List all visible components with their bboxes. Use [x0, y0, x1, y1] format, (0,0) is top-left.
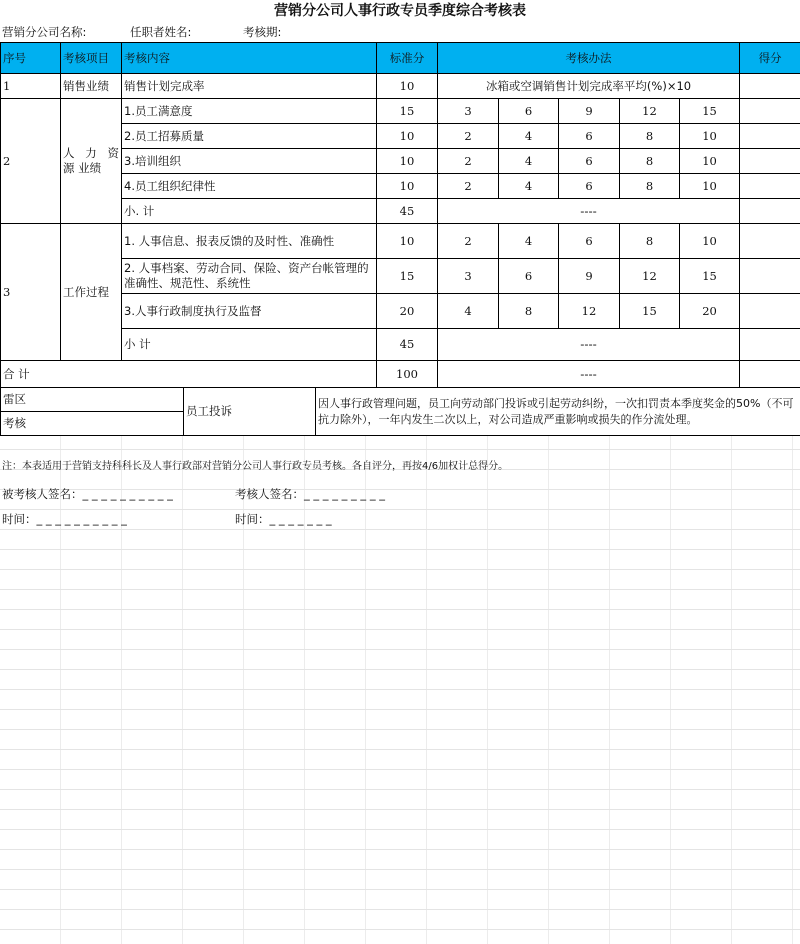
section3-row2-standard: 15 — [377, 259, 438, 294]
table-row — [1, 74, 800, 99]
section3-subtotal-method: ---- — [438, 329, 740, 361]
header-row — [1, 43, 800, 74]
score-cell[interactable] — [740, 199, 800, 224]
section2-subtotal-label: 小. 计 — [122, 199, 377, 224]
level-cell: 10 — [680, 224, 740, 259]
level-cell: 12 — [620, 99, 680, 124]
header-score: 得分 — [740, 43, 800, 74]
section3-row1-standard: 10 — [377, 224, 438, 259]
score-cell[interactable] — [740, 224, 800, 259]
penalty-label-bottom: 考核 — [1, 412, 184, 436]
level-cell: 10 — [680, 174, 740, 199]
section3-subtotal-label: 小 计 — [122, 329, 377, 361]
score-cell[interactable] — [740, 329, 800, 361]
header-content: 考核内容 — [122, 43, 377, 74]
table-row — [1, 224, 800, 259]
section2-row3-standard: 10 — [377, 149, 438, 174]
level-cell: 8 — [620, 224, 680, 259]
section2-row1-content: 1.员工满意度 — [122, 99, 377, 124]
score-cell[interactable] — [740, 294, 800, 329]
section3-item: 工作过程 — [61, 224, 122, 361]
score-cell[interactable] — [740, 124, 800, 149]
section1-no: 1 — [1, 74, 61, 99]
level-cell: 15 — [680, 259, 740, 294]
header-method: 考核办法 — [438, 43, 740, 74]
section2-row1-standard: 15 — [377, 99, 438, 124]
level-cell: 4 — [499, 149, 559, 174]
level-cell: 3 — [438, 259, 499, 294]
level-cell: 4 — [438, 294, 499, 329]
level-cell: 3 — [438, 99, 499, 124]
level-cell: 8 — [620, 149, 680, 174]
header-standard: 标准分 — [377, 43, 438, 74]
penalty-type: 员工投诉 — [184, 388, 316, 436]
section2-item: 人 力 资 源 业绩 — [61, 99, 122, 224]
info-bar — [0, 22, 800, 42]
level-cell: 9 — [559, 99, 620, 124]
section2-row2-content: 2.员工招募质量 — [122, 124, 377, 149]
section3-subtotal: 45 — [377, 329, 438, 361]
total-row — [1, 361, 800, 388]
section2-no: 2 — [1, 99, 61, 224]
section2-row4-content: 4.员工组织纪律性 — [122, 174, 377, 199]
section1-method: 冰箱或空调销售计划完成率平均(%)×10 — [438, 74, 740, 99]
score-cell[interactable] — [740, 361, 800, 388]
level-cell: 12 — [559, 294, 620, 329]
level-cell: 9 — [559, 259, 620, 294]
level-cell: 8 — [499, 294, 559, 329]
section3-row3-standard: 20 — [377, 294, 438, 329]
score-cell[interactable] — [740, 174, 800, 199]
level-cell: 15 — [680, 99, 740, 124]
reviewee-time[interactable]: 时间：_ _ _ _ _ _ _ _ _ _ — [2, 512, 127, 526]
level-cell: 2 — [438, 224, 499, 259]
score-cell[interactable] — [740, 74, 800, 99]
section2-row2-standard: 10 — [377, 124, 438, 149]
section2-row4-standard: 10 — [377, 174, 438, 199]
level-cell: 6 — [559, 124, 620, 149]
level-cell: 4 — [499, 124, 559, 149]
level-cell: 8 — [620, 174, 680, 199]
level-cell: 2 — [438, 174, 499, 199]
level-cell: 20 — [680, 294, 740, 329]
reviewee-signature[interactable]: 被考核人签名：_ _ _ _ _ _ _ _ _ _ — [2, 487, 173, 501]
reviewer-time[interactable]: 时间：_ _ _ _ _ _ _ — [235, 512, 332, 526]
penalty-text: 因人事行政管理问题，员工向劳动部门投诉或引起劳动纠纷，一次扣罚责本季度奖金的50%（不可抗力除外），一年内发生二次以上，对公司造成严重影响或损失的作分流处理。 — [316, 388, 800, 436]
page-title: 营销分公司人事行政专员季度综合考核表 — [0, 0, 800, 22]
score-cell[interactable] — [740, 149, 800, 174]
level-cell: 6 — [559, 224, 620, 259]
total-value: 100 — [377, 361, 438, 388]
total-label: 合 计 — [1, 361, 377, 388]
period-label: 考核期: — [243, 25, 282, 39]
level-cell: 6 — [499, 259, 559, 294]
header-no: 序号 — [1, 43, 61, 74]
level-cell: 10 — [680, 124, 740, 149]
reviewer-signature[interactable]: 考核人签名：_ _ _ _ _ _ _ _ _ — [235, 487, 385, 501]
penalty-row — [1, 388, 800, 412]
level-cell: 10 — [680, 149, 740, 174]
section2-subtotal-method: ---- — [438, 199, 740, 224]
level-cell: 4 — [499, 224, 559, 259]
company-name-label: 营销分公司名称: — [2, 25, 87, 39]
level-cell: 6 — [559, 174, 620, 199]
level-cell: 15 — [620, 294, 680, 329]
score-cell[interactable] — [740, 99, 800, 124]
section3-row1-content: 1. 人事信息、报表反馈的及时性、准确性 — [122, 224, 377, 259]
table-row — [1, 99, 800, 124]
evaluation-table — [0, 42, 800, 436]
score-cell[interactable] — [740, 259, 800, 294]
level-cell: 6 — [499, 99, 559, 124]
level-cell: 4 — [499, 174, 559, 199]
section2-row3-content: 3.培训组织 — [122, 149, 377, 174]
section1-content: 销售计划完成率 — [122, 74, 377, 99]
section1-standard: 10 — [377, 74, 438, 99]
employee-name-label: 任职者姓名: — [130, 25, 192, 39]
level-cell: 6 — [559, 149, 620, 174]
section1-item: 销售业绩 — [61, 74, 122, 99]
header-item: 考核项目 — [61, 43, 122, 74]
section3-row2-content: 2. 人事档案、劳动合同、保险、资产台帐管理的准确性、规范性、系统性 — [122, 259, 377, 294]
level-cell: 2 — [438, 124, 499, 149]
footnote: 注：本表适用于营销支持科科长及人事行政部对营销分公司人事行政专员考核。各自评分，再按4/6加权计总得分。 — [2, 461, 509, 472]
section3-row3-content: 3.人事行政制度执行及监督 — [122, 294, 377, 329]
level-cell: 8 — [620, 124, 680, 149]
penalty-label-top: 雷区 — [1, 388, 184, 412]
section3-no: 3 — [1, 224, 61, 361]
total-method: ---- — [438, 361, 740, 388]
level-cell: 2 — [438, 149, 499, 174]
section2-subtotal: 45 — [377, 199, 438, 224]
level-cell: 12 — [620, 259, 680, 294]
